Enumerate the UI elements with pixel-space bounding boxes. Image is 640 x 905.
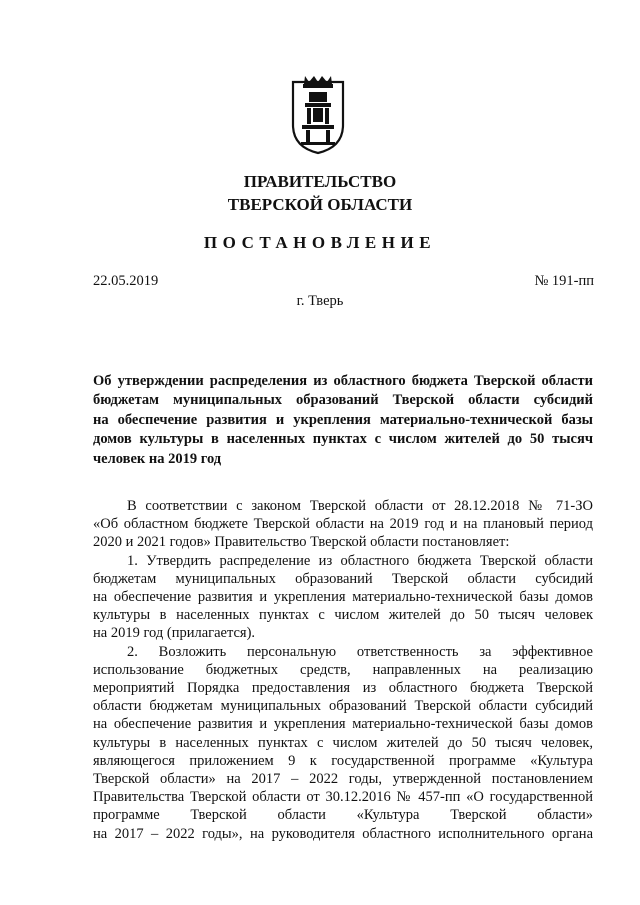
subject-line: бюджетам муниципальных образований Тверской области субсидий bbox=[93, 392, 593, 409]
document-subject bbox=[93, 372, 593, 469]
body-line: на обеспечение развития и укрепления материально-технической базы домов bbox=[93, 589, 593, 606]
subject-line: Об утверждении распределения из областного бюджета Тверской области bbox=[93, 373, 593, 389]
subject-line: домов культуры в населенных пунктах с числом жителей до 50 тысяч bbox=[93, 431, 593, 448]
body-line: В соответствии с законом Тверской области от 28.12.2018 № 71-ЗО bbox=[127, 498, 593, 514]
body-line: «Об областном бюджете Тверской области на 2019 год и на плановый период bbox=[93, 516, 593, 533]
body-line: Тверской области» на 2017 – 2022 годы, утвержденной постановлением bbox=[93, 771, 593, 788]
body-line: 2. Возложить персональную ответственность за эффективное bbox=[127, 643, 593, 660]
body-line: мероприятий Порядка предоставления из областного бюджета Тверской bbox=[93, 680, 593, 697]
body-line: Правительства Тверской области от 30.12.2016 № 457-пп «О государственной bbox=[93, 789, 593, 806]
document-type: ПОСТАНОВЛЕНИЕ bbox=[203, 233, 437, 252]
document-number: № 191-пп bbox=[534, 273, 594, 289]
subject-line: на обеспечение развития и укрепления материально-технической базы bbox=[93, 411, 593, 428]
organization-name-line1: ПРАВИТЕЛЬСТВО bbox=[243, 172, 397, 191]
body-line: 2020 и 2021 годов» Правительство Тверской области постановляет: bbox=[93, 534, 510, 551]
document-body bbox=[93, 497, 593, 843]
body-line: области бюджетам муниципальных образований Тверской области субсидий bbox=[93, 698, 593, 715]
body-line: являющегося приложением 9 к государственной программе «Культура bbox=[93, 752, 593, 769]
document-city: г. Тверь bbox=[296, 293, 344, 309]
body-line: культуры в населенных пунктах с числом жителей до 50 тысяч человек, bbox=[93, 734, 593, 751]
body-line: 1. Утвердить распределение из областного бюджета Тверской области bbox=[127, 552, 593, 569]
body-line: на 2019 год (прилагается). bbox=[93, 625, 256, 642]
coat-of-arms-icon bbox=[288, 73, 348, 155]
body-line: бюджетам муниципальных образований Тверской области субсидий bbox=[93, 570, 593, 587]
subject-line: человек на 2019 год bbox=[93, 450, 222, 467]
body-line: программе Тверской области «Культура Тверской области» bbox=[93, 807, 593, 824]
body-line: на 2017 – 2022 годы», на руководителя областного исполнительного органа bbox=[93, 825, 593, 842]
organization-name-line2: ТВЕРСКОЙ ОБЛАСТИ bbox=[227, 195, 413, 214]
body-line: использование бюджетных средств, направленных на реализацию bbox=[93, 661, 593, 678]
document-date: 22.05.2019 bbox=[93, 273, 159, 289]
body-line: на обеспечение развития и укрепления материально-технической базы домов bbox=[93, 716, 593, 733]
body-line: культуры в населенных пунктах с числом жителей до 50 тысяч человек bbox=[93, 607, 593, 624]
